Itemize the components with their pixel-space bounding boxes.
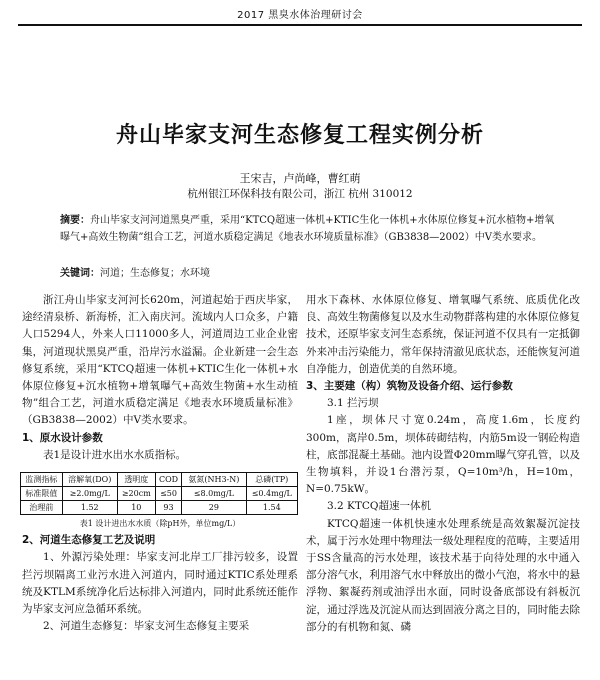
- section-3-1-paragraph: 1座，坝体尺寸宽0.24m，高度1.6m，长度约300m，离岸0.5m，坝体砖砌结构，内筋5m设一钢砼构造柱，底部混凝土基础。池内设置Φ20mm曝气穿孔管，以及生物填料，并设1台潜污泵，Q=10m³/h，H=10m，N=0.75kW。: [306, 414, 580, 496]
- table-header-cell: 氨氮(NH3-N): [182, 473, 246, 487]
- table-header-cell: 监测指标: [21, 473, 63, 487]
- water-quality-table: [20, 472, 298, 515]
- right-intro-paragraph: 用水下森林、水体原位修复、增氧曝气系统、底质优化改良、高效生物菌修复以及水生动物群落构建的水体原位修复技术，还原毕家支河生态系统，保证河道不仅具有一定抵御外来冲击污染能力，常年保持清澈见底状态，还能恢复河道自净能力，创造优美的自然环境。: [306, 294, 580, 375]
- table-cell: 10: [117, 501, 155, 515]
- table-cell: ≤8.0mg/L: [182, 487, 246, 501]
- keywords: [60, 264, 560, 279]
- table-row: [21, 487, 298, 501]
- table-cell: ≤0.4mg/L: [246, 487, 297, 501]
- table-cell: ≥2.0mg/L: [62, 487, 117, 501]
- paper-title: 舟山毕家支河生态修复工程实例分析: [115, 123, 484, 148]
- section-2-heading: 2、河道生态修复工艺及说明: [22, 534, 156, 547]
- section-1-heading: 1、原水设计参数: [22, 431, 103, 444]
- section-3-heading: 3、主要建（构）筑物及设备介绍、运行参数: [306, 380, 513, 393]
- right-column: [306, 292, 580, 636]
- section-3-1-heading: 3.1 拦污坝: [327, 397, 379, 410]
- table-cell: ≥20cm: [117, 487, 155, 501]
- keywords-text: 河道；生态修复；水环境: [100, 268, 210, 279]
- conference-header: 2017 黑臭水体治理研讨会: [237, 10, 363, 21]
- table-header-cell: 溶解氧(DO): [62, 473, 117, 487]
- keywords-label: 关键词：: [60, 268, 100, 279]
- table-header-cell: 总磷(TP): [246, 473, 297, 487]
- table-cell: 治理前: [21, 501, 63, 515]
- table-header-row: [21, 473, 298, 487]
- table-cell: 标准限值: [21, 487, 63, 501]
- table-cell: ≤50: [155, 487, 181, 501]
- section-2-paragraph-1: 1、外源污染处理：毕家支河北岸工厂排污较多，设置拦污坝隔离工业污水进入河道内，同时通过KTIC系处理系统及KTLM系统净化后达标排入河道内，同时此系统还能作为毕家支河应急循环系统。: [22, 551, 298, 616]
- table-cell: 1.52: [62, 501, 117, 515]
- header-rule: [18, 24, 582, 26]
- table-header-cell: 透明度: [117, 473, 155, 487]
- table-row: [21, 501, 298, 515]
- section-2-paragraph-2: 2、河道生态修复：毕家支河生态修复主要采: [43, 620, 250, 633]
- section-1-text: 表1是设计进水出水水质指标。: [43, 448, 187, 461]
- intro-paragraph: 浙江舟山毕家支河河长620m，河道起始于西庆毕家，途经清泉桥、新海桥，汇入南庆河。流域内人口众多，户籍人口5294人，外来人口11000多人，河道周边工业企业密集，河道现状黑臭严重，沿岸污水溢漏。企业新建一会生态修复系统，采用“KTCQ超速一体机+KTIC生化一体机+水体原位修复+沉水植物+增氧曝气+高效生物菌+水生动植物”组合工艺，河道水质稳定满足《地表水环境质量标准》（GB3838—2002）中Ⅴ类水要求。: [22, 294, 298, 427]
- affiliation: 杭州银江环保科技有限公司，浙江 杭州 310012: [187, 188, 413, 200]
- table-caption: 表1 设计进出水水质（除pH外，单位mg/L）: [79, 519, 241, 529]
- abstract-text: 舟山毕家支河河道黑臭严重，采用“KTCQ超速一体机+KTIC生化一体机+水体原位修复+沉水植物+增氧曝气+高效生物菌”组合工艺，河道水质稳定满足《地表水环境质量标准》（GB3838—2002）中Ⅴ类水要求。: [60, 215, 555, 243]
- authors: 王宋吉，卢尚峰，曹红萌: [239, 172, 361, 185]
- table-cell: 1.54: [246, 501, 297, 515]
- abstract-label: 摘要：: [60, 215, 90, 226]
- table-header-cell: COD: [155, 473, 181, 487]
- table-cell: 93: [155, 501, 181, 515]
- section-3-2-heading: 3.2 KTCQ超速一体机: [327, 500, 432, 513]
- section-3-2-paragraph: KTCQ超速一体机快速水处理系统是高效絮凝沉淀技术，属于污水处理中物理法一级处理程度的范畴，主要适用于SS含量高的污水处理，该技术基于向待处理的水中通入部分溶气水，利用溶气水中释放出的微小气泡，将水中的悬浮物、絮凝药剂或油浮出水面，同时设备底部设有斜板沉淀，通过浮选及沉淀从而达到固液分离之目的，同时能去除部分的有机物和氮、磷: [306, 517, 580, 633]
- table-cell: 29: [182, 501, 246, 515]
- abstract: [60, 212, 560, 246]
- left-column: [22, 292, 298, 635]
